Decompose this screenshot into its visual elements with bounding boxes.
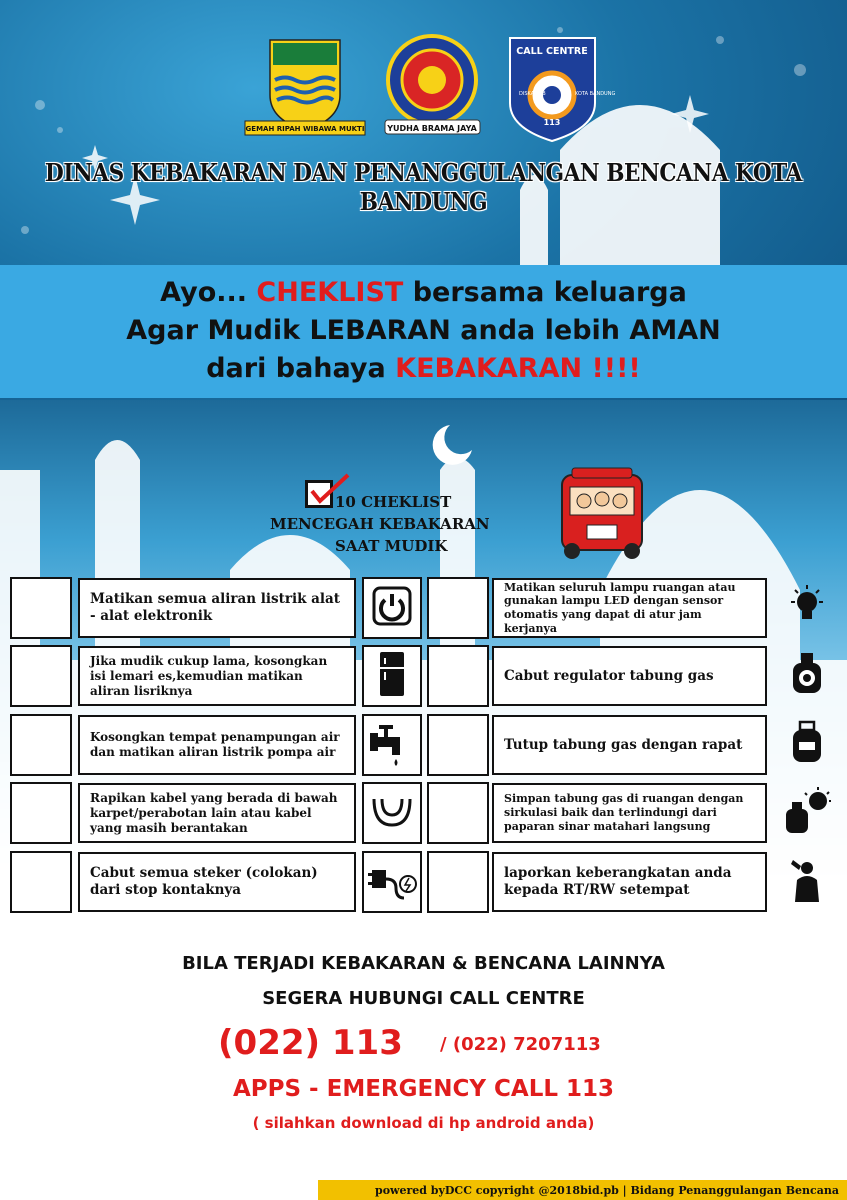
salute-icon bbox=[787, 856, 827, 908]
contact-line-1: BILA TERJADI KEBAKARAN & BENCANA LAINNYA bbox=[182, 953, 665, 974]
headline-line-1-prefix: Ayo... bbox=[160, 277, 257, 308]
footer-text: powered byDCC copyright @2018bid.pb | Bidang Penanggulangan Bencana bbox=[375, 1183, 839, 1197]
footer-bar bbox=[318, 1180, 847, 1200]
main-phone-number[interactable]: (022) 113 bbox=[218, 1023, 403, 1063]
checklist-item-left-3 bbox=[78, 715, 356, 775]
icon-cell-left-3 bbox=[362, 714, 422, 776]
apps-emergency-call: APPS - EMERGENCY CALL 113 bbox=[232, 1076, 615, 1102]
checklist-item-text: Kosongkan tempat penampungan air dan matikan aliran listrik pompa air bbox=[90, 730, 340, 759]
gas-sun-icon bbox=[783, 787, 831, 839]
checklist-item-right-5 bbox=[492, 852, 767, 912]
headline-line-3-prefix: dari bahaya bbox=[206, 353, 396, 384]
checklist-item-text: Jika mudik cukup lama, kosongkan isi lemari es,kemudian matikan aliran lisriknya bbox=[90, 653, 328, 698]
checklist-item-left-2 bbox=[78, 646, 356, 706]
checklist-title-line-1: 10 CHEKLIST bbox=[335, 493, 452, 511]
icon-cell-left-1 bbox=[362, 577, 422, 639]
headline-checklist-word: CHEKLIST bbox=[256, 277, 404, 308]
organization-title: DINAS KEBAKARAN DAN PENANGGULANGAN BENCANA KOTA BANDUNG bbox=[45, 158, 802, 216]
checklist-item-text: Matikan semua aliran listrik alat - alat elektronik bbox=[90, 591, 341, 624]
headline-line-1 bbox=[0, 277, 847, 308]
checkbox-left-2[interactable] bbox=[10, 645, 72, 707]
checklist-item-text: Rapikan kabel yang berada di bawah karpet/perabotan lain atau kabel yang masih berantakan bbox=[90, 790, 338, 835]
lightbulb-icon bbox=[787, 584, 827, 632]
checkbox-left-5[interactable] bbox=[10, 851, 72, 913]
icon-cell-right-1 bbox=[777, 577, 837, 639]
icon-cell-right-3 bbox=[777, 714, 837, 776]
checklist-item-left-5 bbox=[78, 852, 356, 912]
checkbox-icon bbox=[305, 480, 333, 508]
headline-line-3 bbox=[0, 353, 847, 384]
cable-icon bbox=[368, 791, 416, 835]
headline-kebakaran-word: KEBAKARAN bbox=[395, 353, 583, 384]
checkbox-right-2[interactable] bbox=[427, 645, 489, 707]
faucet-icon bbox=[368, 719, 416, 771]
icon-cell-right-5 bbox=[777, 851, 837, 913]
checkbox-right-5[interactable] bbox=[427, 851, 489, 913]
checklist-title-line-2: MENCEGAH KEBAKARAN bbox=[270, 515, 490, 533]
checklist-item-right-2 bbox=[492, 646, 767, 706]
checklist-item-text: Cabut regulator tabung gas bbox=[504, 667, 714, 684]
checklist-item-right-4 bbox=[492, 783, 767, 843]
checkbox-right-3[interactable] bbox=[427, 714, 489, 776]
checkbox-left-3[interactable] bbox=[10, 714, 72, 776]
checkbox-right-1[interactable] bbox=[427, 577, 489, 639]
fire-truck-icon bbox=[552, 465, 652, 560]
alt-phone-number[interactable]: / (022) 7207113 bbox=[440, 1034, 601, 1055]
logo3-title: CALL CENTRE bbox=[516, 46, 588, 57]
checklist-title-line-3: SAAT MUDIK bbox=[335, 537, 448, 555]
checkbox-left-4[interactable] bbox=[10, 782, 72, 844]
icon-cell-left-4 bbox=[362, 782, 422, 844]
icon-cell-right-4 bbox=[777, 782, 837, 844]
contact-line-2: SEGERA HUBUNGI CALL CENTRE bbox=[262, 988, 585, 1009]
checklist-item-text: Cabut semua steker (colokan) dari stop kontaknya bbox=[90, 865, 318, 898]
call-centre-logo bbox=[505, 33, 616, 143]
download-note: ( silahkan download di hp android anda) bbox=[252, 1114, 595, 1132]
checklist-item-right-3 bbox=[492, 715, 767, 775]
checkbox-right-4[interactable] bbox=[427, 782, 489, 844]
headline-line-3-suffix: !!!! bbox=[582, 353, 641, 384]
checkbox-left-1[interactable] bbox=[10, 577, 72, 639]
checklist-item-text: Simpan tabung gas di ruangan dengan sirkulasi baik dan terlindungi dari paparan sinar matahari langsung bbox=[504, 792, 744, 833]
gas-cylinder-icon bbox=[787, 720, 827, 770]
icon-cell-left-2 bbox=[362, 645, 422, 707]
checklist-item-text: laporkan keberangkatan anda kepada RT/RW setempat bbox=[504, 865, 732, 898]
refrigerator-icon bbox=[377, 650, 407, 702]
call-centre-badge-icon bbox=[505, 33, 616, 143]
fire-dept-logo bbox=[380, 32, 485, 142]
bandung-emblem-icon bbox=[245, 35, 365, 140]
power-icon bbox=[370, 584, 414, 632]
logo3-left: DISKAR PB bbox=[519, 91, 546, 97]
checklist-item-left-1 bbox=[78, 578, 356, 638]
icon-cell-right-2 bbox=[777, 645, 837, 707]
city-logo bbox=[245, 35, 365, 140]
fire-truck-illustration bbox=[552, 465, 652, 560]
checklist-item-text: Tutup tabung gas dengan rapat bbox=[504, 736, 743, 753]
plug-icon bbox=[366, 858, 418, 906]
checklist-item-left-4 bbox=[78, 783, 356, 843]
checklist-item-text: Matikan seluruh lampu ruangan atau gunakan lampu LED dengan sensor otomatis yang dapat di atur jam kerjanya bbox=[504, 580, 736, 635]
logo1-motto: GEMAH RIPAH WIBAWA MUKTI bbox=[245, 125, 365, 133]
fire-dept-emblem-icon bbox=[380, 32, 485, 142]
icon-cell-left-5 bbox=[362, 851, 422, 913]
gas-regulator-icon bbox=[787, 651, 827, 701]
checklist-item-right-1 bbox=[492, 578, 767, 638]
headline-line-1-suffix: bersama keluarga bbox=[403, 277, 687, 308]
logo3-number: 113 bbox=[543, 118, 561, 127]
logo2-motto: YUDHA BRAMA JAYA bbox=[387, 124, 477, 133]
logo3-right: KOTA BANDUNG bbox=[575, 91, 616, 97]
headline-line-2: Agar Mudik LEBARAN anda lebih AMAN bbox=[126, 315, 721, 346]
